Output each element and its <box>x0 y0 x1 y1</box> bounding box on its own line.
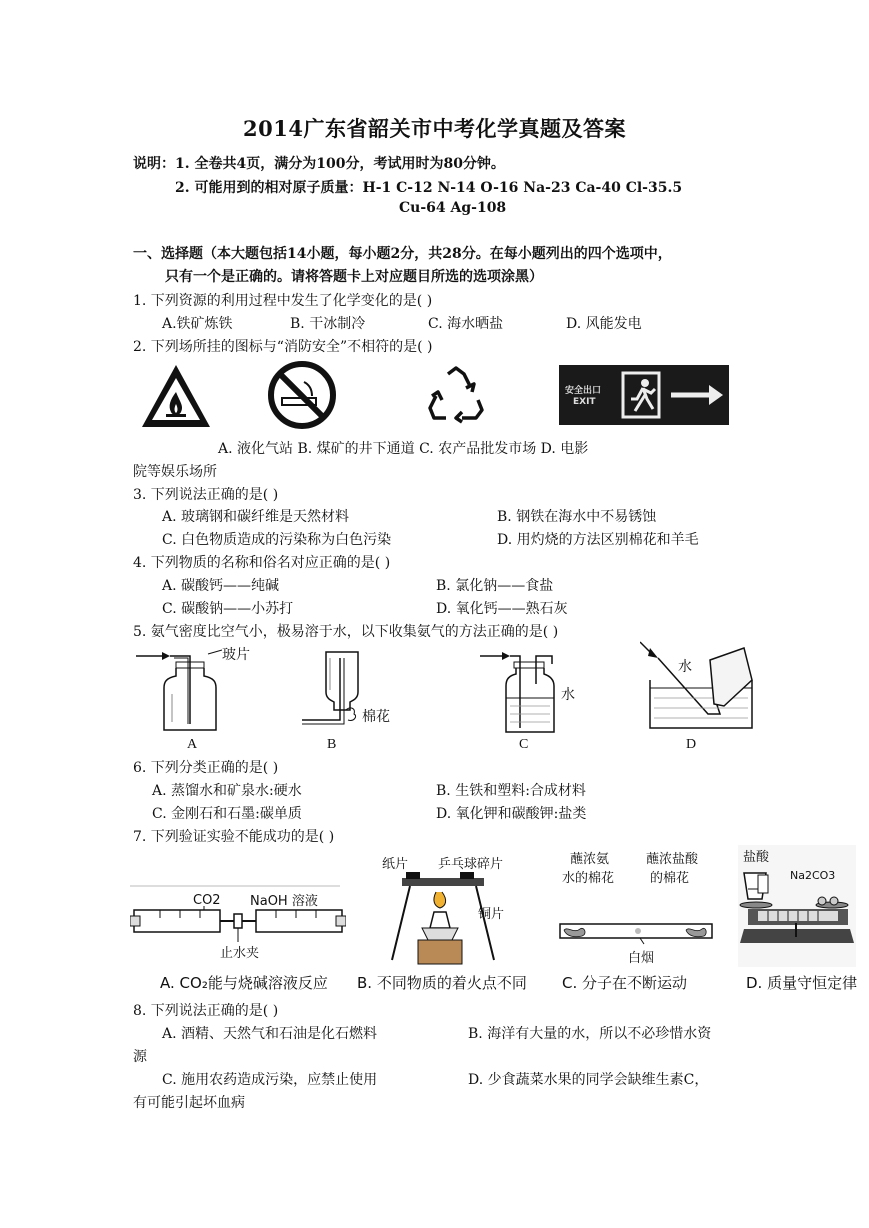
q7-label-paper: 纸片 <box>382 857 409 872</box>
q8-option-d-cont: 有可能引起坏血病 <box>133 1095 245 1111</box>
q7-label-pingpong: 乒乓球碎片 <box>438 857 504 872</box>
q5-label-water: 水 <box>561 687 575 703</box>
q4-option-b: B. 氯化钠——食盐 <box>436 578 554 594</box>
q1-option-a: A.铁矿炼铁 <box>162 316 233 332</box>
q7-label-copper: 铜片 <box>478 907 505 922</box>
q7-label-hcl: 盐酸 <box>743 850 770 865</box>
q5-label-cotton: 棉花 <box>362 709 390 725</box>
note-line-1: 说明：1. 全卷共4页，满分为100分，考试用时为80分钟。 <box>133 156 505 172</box>
q1-stem: 1. 下列资源的利用过程中发生了化学变化的是( ) <box>133 293 433 309</box>
q3-option-d: D. 用灼烧的方法区别棉花和羊毛 <box>497 532 699 548</box>
q4-option-a: A. 碳酸钙——纯碱 <box>162 578 280 594</box>
q8-stem: 8. 下列说法正确的是( ) <box>133 1003 279 1019</box>
q7-option-c: C. 分子在不断运动 <box>562 974 688 992</box>
q7-label-clamp: 止水夹 <box>220 946 260 961</box>
q6-option-b: B. 生铁和塑料:合成材料 <box>436 783 586 799</box>
running-man-arrow-icon <box>621 369 725 421</box>
q5-option-d: D <box>686 737 697 752</box>
q2-options: A. 液化气站 B. 煤矿的井下通道 C. 农产品批发市场 D. 电影 <box>218 441 589 457</box>
q8-option-b: B. 海洋有大量的水，所以不必珍惜水资 <box>468 1026 712 1042</box>
section-heading-cont: 只有一个是正确的。请将答题卡上对应题目所选的选项涂黑） <box>165 269 543 285</box>
gas-bottle-b-diagram <box>300 648 370 730</box>
q6-option-c: C. 金刚石和石墨:碳单质 <box>152 806 302 822</box>
q5-option-b: B <box>327 737 337 752</box>
q2-options-cont: 院等娱乐场所 <box>133 464 217 480</box>
water-trough-d-diagram <box>640 640 758 732</box>
note-line-3: Cu-64 Ag-108 <box>399 200 507 216</box>
q4-option-c: C. 碳酸钠——小苏打 <box>162 601 294 617</box>
exit-sign-en: EXIT <box>573 397 596 407</box>
q2-stem: 2. 下列场所挂的图标与“消防安全”不相符的是( ) <box>133 339 433 355</box>
q7-label-ammonia-1: 蘸浓氨 <box>570 852 610 867</box>
q1-option-c: C. 海水晒盐 <box>428 316 504 332</box>
q3-option-b: B. 钢铁在海水中不易锈蚀 <box>497 509 657 525</box>
q7-label-ammonia-2: 水的棉花 <box>562 871 615 886</box>
q3-option-c: C. 白色物质造成的污染称为白色污染 <box>162 532 392 548</box>
q8-option-a: A. 酒精、天然气和石油是化石燃料 <box>162 1026 378 1042</box>
q8-option-c: C. 施用农药造成污染，应禁止使用 <box>162 1072 378 1088</box>
q7-label-na2co3: Na2CO3 <box>790 869 836 882</box>
q8-option-b-cont: 源 <box>133 1049 147 1065</box>
q6-stem: 6. 下列分类正确的是( ) <box>133 760 279 776</box>
section-heading: 一、选择题（本大题包括14小题，每小题2分，共28分。在每小题列出的四个选项中， <box>133 246 672 262</box>
q5-label-water-d: 水 <box>678 659 692 675</box>
exit-sign-text: 安全出口 <box>565 386 602 396</box>
q7-option-b: B. 不同物质的着火点不同 <box>357 974 527 992</box>
page-title: 2014广东省韶关市中考化学真题及答案 <box>243 116 626 141</box>
q7-label-hcl-cotton-1: 蘸浓盐酸 <box>646 852 699 867</box>
q1-option-b: B. 干冰制冷 <box>290 316 366 332</box>
q5-stem: 5. 氨气密度比空气小，极易溶于水，以下收集氨气的方法正确的是( ) <box>133 624 559 640</box>
q4-stem: 4. 下列物质的名称和俗名对应正确的是( ) <box>133 555 391 571</box>
q6-option-d: D. 氧化钾和碳酸钾:盐类 <box>436 806 587 822</box>
q3-stem: 3. 下列说法正确的是( ) <box>133 487 279 503</box>
note-line-2: 2. 可能用到的相对原子质量：H-1 C-12 N-14 O-16 Na-23 Ca-40 Cl-35.5 <box>175 180 683 196</box>
q5-label-glass: 玻片 <box>222 647 250 663</box>
q7-label-co2: CO2 <box>193 893 221 908</box>
q7-stem: 7. 下列验证实验不能成功的是( ) <box>133 829 335 845</box>
q7-label-smoke: 白烟 <box>628 951 655 966</box>
q3-option-a: A. 玻璃钢和碳纤维是天然材料 <box>162 509 350 525</box>
q4-option-d: D. 氧化钙——熟石灰 <box>436 601 568 617</box>
flammable-warning-icon <box>140 362 212 430</box>
glass-tube-diagram <box>558 916 718 946</box>
q8-option-d: D. 少食蔬菜水果的同学会缺维生素C， <box>468 1072 709 1088</box>
recycling-icon <box>424 364 488 428</box>
q5-option-a: A <box>187 737 198 752</box>
q6-option-a: A. 蒸馏水和矿泉水:硬水 <box>152 783 302 799</box>
q1-option-d: D. 风能发电 <box>566 316 642 332</box>
q7-option-d: D. 质量守恒定律 <box>746 974 858 992</box>
exit-sign <box>559 365 729 425</box>
q7-option-a: A. CO₂能与烧碱溶液反应 <box>160 974 328 992</box>
q7-label-naoh: NaOH 溶液 <box>250 894 318 909</box>
q5-option-c: C <box>519 737 529 752</box>
q7-label-hcl-cotton-2: 的棉花 <box>650 871 690 886</box>
no-smoking-icon <box>268 360 336 430</box>
